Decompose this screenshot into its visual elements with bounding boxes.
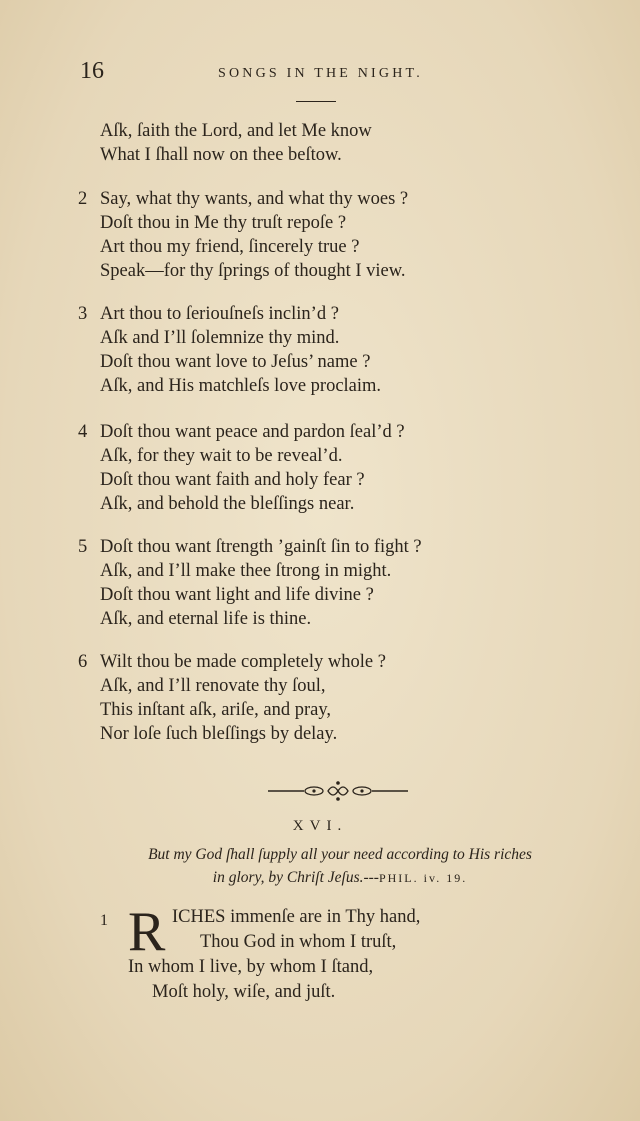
stanza-4 bbox=[78, 420, 405, 516]
stanza-continuation bbox=[78, 119, 372, 167]
verse-line: Speak—for thy ſprings of thought I view. bbox=[100, 261, 406, 281]
verse-line: Aſk, for they wait to be reveal’d. bbox=[100, 446, 343, 466]
verse-line: This inſtant aſk, ariſe, and pray, bbox=[100, 700, 332, 720]
verse-line: Doſt thou in Me thy truſt repoſe ? bbox=[100, 213, 347, 233]
verse-line: Moſt holy, wiſe, and juſt. bbox=[152, 982, 336, 1002]
stanza-number: 6 bbox=[78, 652, 88, 672]
running-title: SONGS IN THE NIGHT. bbox=[218, 66, 423, 81]
stanza-number: 3 bbox=[78, 304, 88, 324]
stanza-number: 5 bbox=[78, 537, 88, 557]
epigraph bbox=[100, 843, 580, 890]
verse-line: Thou God in whom I truſt, bbox=[200, 932, 397, 952]
verse-line: Art thou to ſeriouſneſs inclin’d ? bbox=[100, 304, 339, 324]
scripture-reference: PHIL. iv. 19. bbox=[378, 871, 468, 885]
stanza-number: 1 bbox=[100, 912, 108, 929]
stanza-3 bbox=[78, 302, 381, 398]
verse-line: Doſt thou want peace and pardon ſeal’d ? bbox=[100, 422, 405, 442]
stanza-5 bbox=[78, 535, 422, 631]
verse-line: Aſk, and His matchleſs love proclaim. bbox=[100, 376, 382, 396]
verse-line: Say, what thy wants, and what thy woes ? bbox=[100, 189, 409, 209]
stanza-number: 2 bbox=[78, 189, 88, 209]
verse-line: In whom I live, by whom I ſtand, bbox=[128, 957, 374, 977]
epigraph-line: in glory, by Chriſt Jeſus.--- bbox=[212, 869, 379, 886]
verse-line: Aſk, and behold the bleſſings near. bbox=[100, 494, 355, 514]
header-rule bbox=[296, 101, 336, 102]
verse-line: Aſk, and I’ll renovate thy ſoul, bbox=[100, 676, 326, 696]
verse-line: Doſt thou want light and life divine ? bbox=[100, 585, 374, 605]
epigraph-line: But my God ſhall ſupply all your need according to His riches bbox=[148, 846, 532, 863]
ornament-divider-icon bbox=[268, 777, 408, 805]
verse-line: Art thou my friend, ſincerely true ? bbox=[100, 237, 360, 257]
page-header bbox=[80, 58, 500, 90]
stanza-6 bbox=[78, 650, 386, 746]
verse-line: What I ſhall now on thee beſtow. bbox=[100, 145, 342, 165]
verse-line: Doſt thou want ſtrength ’gainſt ſin to fight ? bbox=[100, 537, 422, 557]
verse-line: Nor loſe ſuch bleſſings by delay. bbox=[100, 724, 338, 744]
verse-line: Aſk, and eternal life is thine. bbox=[100, 609, 312, 629]
stanza-2 bbox=[78, 187, 408, 283]
verse-line: Aſk, ſaith the Lord, and let Me know bbox=[100, 121, 372, 141]
drop-cap: R bbox=[128, 901, 166, 963]
page-number: 16 bbox=[80, 58, 104, 84]
verse-line: ICHES immenſe are in Thy hand, bbox=[172, 907, 421, 927]
verse-line: Doſt thou want faith and holy fear ? bbox=[100, 470, 365, 490]
verse-line: Wilt thou be made completely whole ? bbox=[100, 652, 386, 672]
verse-line: Doſt thou want love to Jeſus’ name ? bbox=[100, 352, 371, 372]
section-number: XVI. bbox=[292, 818, 348, 834]
verse-line: Aſk and I’ll ſolemnize thy mind. bbox=[100, 328, 340, 348]
stanza-number: 4 bbox=[78, 422, 88, 442]
verse-line: Aſk, and I’ll make thee ſtrong in might. bbox=[100, 561, 392, 581]
